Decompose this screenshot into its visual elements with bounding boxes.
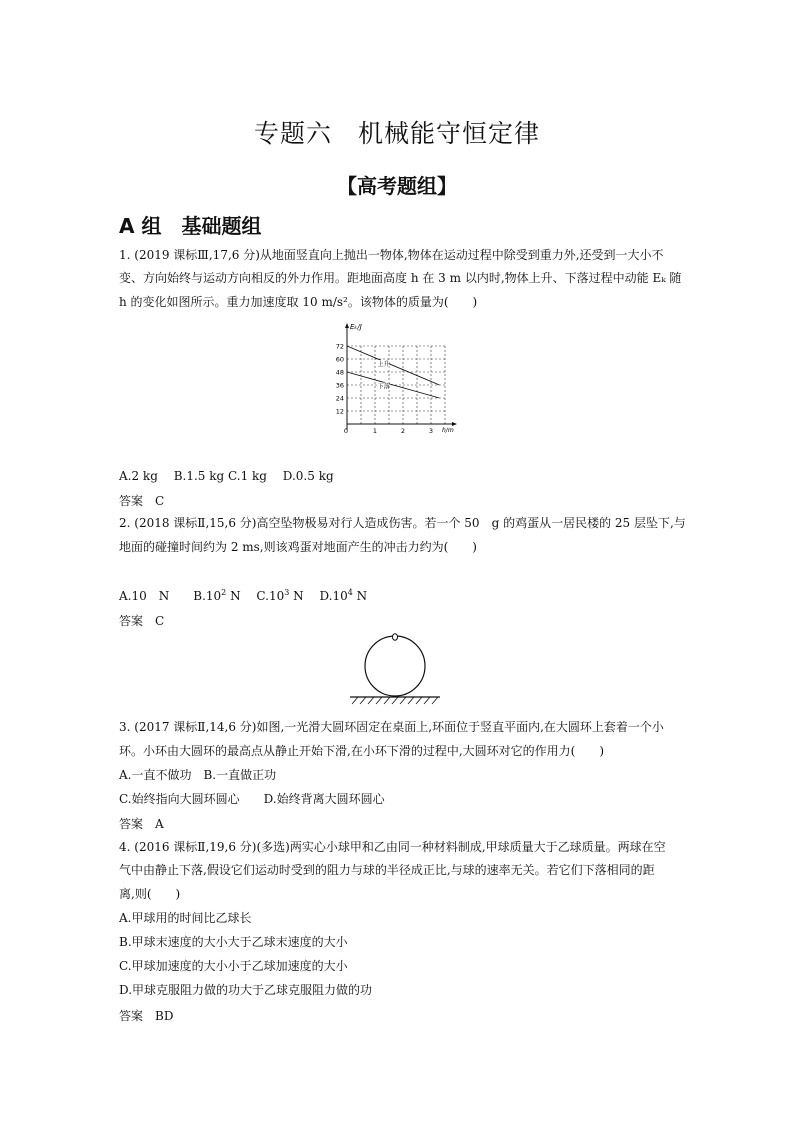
q4-answer: 答案 BD [119,1009,174,1023]
q3-line2: 环。小环由大圆环的最高点从静止开始下滑,在小环下滑的过程中,大圆环对它的作用力( ) [119,744,604,758]
x-tick-label: 0 [343,427,349,435]
q3-opt-cd: C.始终指向大圆环圆心 D.始终背离大圆环圆心 [119,792,385,806]
group-title: A 组 基础题组 [119,214,262,238]
x-tick-label: 1 [372,427,378,435]
q4-opt-c: C.甲球加速度的大小小于乙球加速度的大小 [119,959,348,973]
y-tick-label: 36 [335,381,344,390]
x-tick-label: 3 [428,427,434,435]
x-tick-label: 2 [400,427,406,435]
q3-answer: 答案 A [119,817,164,831]
q2-exp-b: 2 [221,588,227,597]
q4-opt-b: B.甲球末速度的大小大于乙球末速度的大小 [119,935,348,949]
q2-opt-a: A.10 N B.10 [119,589,222,603]
q4-line2: 气中由静止下落,假设它们运动时受到的阻力与球的半径成正比,与球的速率无关。若它们下落相同的距 [119,863,655,877]
large-ring [365,636,425,696]
x-axis-arrow [452,422,457,426]
q1-line2: 变、方向始终与运动方向相反的外力作用。距地面高度 h 在 3 m 以内时,物体上升、下落过程中动能 Eₖ 随 [119,271,682,285]
y-tick-label: 60 [335,355,344,364]
q3-line1: 3. (2017 课标Ⅱ,14,6 分)如图,一光滑大圆环固定在桌面上,环面位于竖直平面内,在大圆环上套着一个小 [119,720,664,734]
ring-figure [340,632,450,712]
q2-opt-b: N C.10 [226,589,285,603]
x-axis-label: h/m [442,427,454,434]
q2-answer: 答案 C [119,614,165,628]
q4-line1: 4. (2016 课标Ⅱ,19,6 分)(多选)两实心小球甲和乙由同一种材料制成,甲球质量大于乙球质量。两球在空 [119,840,666,854]
y-axis-label: Eₖ/J [350,323,362,331]
q2-exp-d: 4 [347,588,353,597]
section-title: 【高考题组】 [337,174,457,198]
y-axis-arrow [345,323,349,328]
series-label: 下落 [377,383,390,391]
q2-opt-d: N [352,589,368,603]
series-label: 上升 [377,361,390,368]
q2-opt-c: N D.10 [289,589,348,603]
q1-answer: 答案 C [119,494,165,508]
q2-options [119,587,367,604]
ek-h-chart [330,318,460,436]
q4-line3: 离,则( ) [119,887,181,901]
y-tick-label: 12 [335,407,344,416]
y-tick-label: 48 [335,368,344,377]
q2-line2: 地面的碰撞时间约为 2 ms,则该鸡蛋对地面产生的冲击力约为( ) [119,540,477,554]
q1-line3: h 的变化如图所示。重力加速度取 10 m/s²。该物体的质量为( ) [119,295,478,309]
page-title: 专题六 机械能守恒定律 [253,119,540,148]
y-tick-label: 24 [335,394,344,403]
q1-options: A.2 kg B.1.5 kg C.1 kg D.0.5 kg [119,469,334,483]
q3-opt-ab: A.一直不做功 B.一直做正功 [119,768,277,782]
table-hatching [352,697,438,704]
y-tick-label: 72 [335,342,344,351]
q4-opt-a: A.甲球用的时间比乙球长 [119,911,252,925]
q2-line1: 2. (2018 课标Ⅱ,15,6 分)高空坠物极易对行人造成伤害。若一个 50 g 的鸡蛋从一居民楼的 25 层坠下,与 [119,516,686,530]
q1-line1: 1. (2019 课标Ⅲ,17,6 分)从地面竖直向上抛出一物体,物体在运动过程中除受到重力外,还受到一大小不 [119,248,664,262]
q4-opt-d: D.甲球克服阻力做的功大于乙球克服阻力做的功 [119,983,373,997]
q2-exp-c: 3 [284,588,290,597]
small-ring [393,634,398,640]
